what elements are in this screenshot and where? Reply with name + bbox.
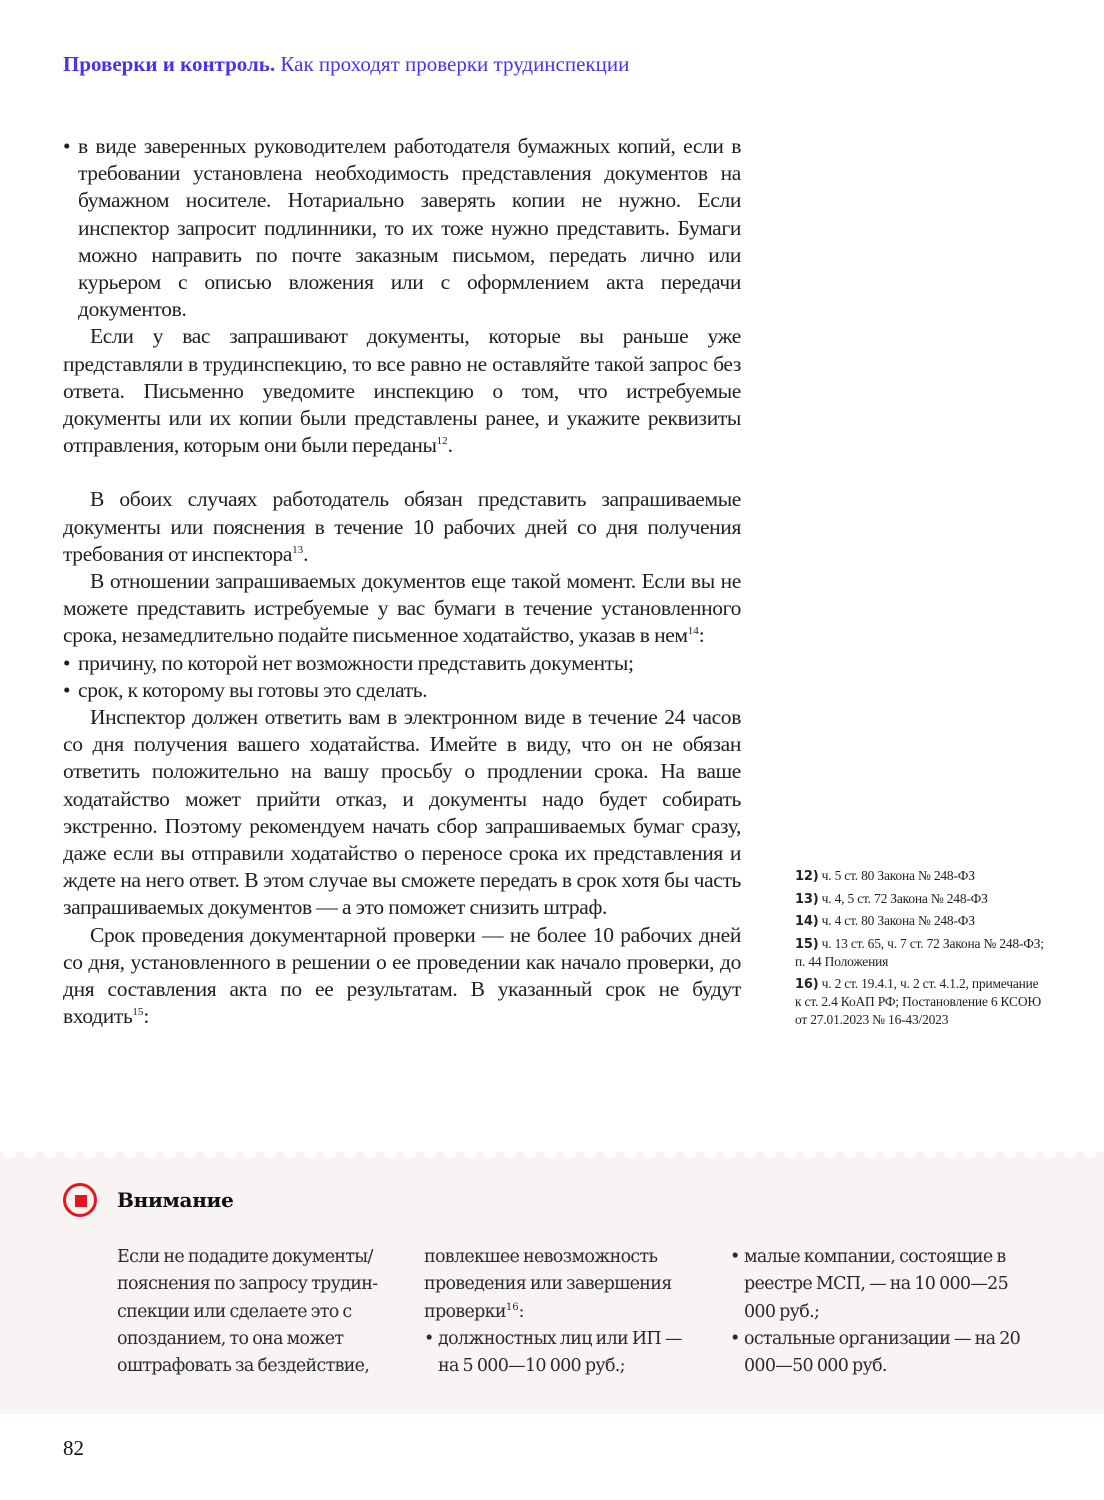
footnote-ref[interactable]: 12 — [436, 435, 448, 448]
warning-text: Если не подадите документы/ пояснения по запросу трудинспекции или сделаете это с опозданием, то она может оштрафовать за бездействие, — [117, 1247, 379, 1377]
footnote-item: 16) ч. 2 ст. 19.4.1, ч. 2 ст. 4.1.2, примечание к ст. 2.4 КоАП РФ; Постановление 6 КСОЮ от 27.01.2023 № 16-43/2023 — [795, 975, 1042, 1027]
paragraph: Инспектор должен ответить вам в электронном виде в течение 24 часов со дня получения вашего ходатайства. Имейте в виду, что он не обязан ответить положительно на вашу просьбу о продлении срока. На ваше ходатайство может прийти отказ, и документы надо будет собирать экстренно. Поэтому рекомендуем начать сбор запрашиваемых бумаг сразу, даже если вы отправили ходатайство о переносе срока их представления и ждете на него ответ. В этом случае вы сможете передать в срок хотя бы часть запрашиваемых документов — а это поможет снизить штраф. — [63, 705, 741, 920]
fine-item: • остальные организации — на 20 000—50 000 руб. — [730, 1326, 1030, 1381]
footnote-item: 14) ч. 4 ст. 80 Закона № 248-ФЗ — [795, 913, 975, 929]
warning-text: повлекшее невозможность проведения или завершения проверки$^{16}$: — [424, 1247, 672, 1322]
footnote-item: 15) ч. 13 ст. 65, ч. 7 ст. 72 Закона № 248-ФЗ; п. 44 Положения — [795, 935, 1044, 969]
stop-circle-icon — [63, 1183, 97, 1217]
footnote-ref[interactable]: 15 — [132, 1006, 144, 1019]
footnote-ref[interactable]: 14 — [687, 625, 699, 638]
main-text-column — [63, 133, 741, 1031]
list-item: • причину, по которой нет возможности представить документы; — [63, 650, 741, 677]
footnotes — [795, 867, 1045, 1032]
paragraph: В обоих случаях работодатель обязан представить запрашиваемые документы или пояснения в течение 10 рабочих дней со дня получения требования от инспектора$^{13}$. — [63, 487, 741, 566]
footnote-ref[interactable]: 16 — [505, 1301, 519, 1313]
warning-column-3 — [730, 1244, 1030, 1380]
warning-title: Внимание — [117, 1188, 234, 1212]
warning-column-1 — [117, 1244, 397, 1380]
list-item: • срок, к которому вы готовы это сделать. — [63, 677, 741, 704]
footnote-item: 13) ч. 4, 5 ст. 72 Закона № 248-ФЗ — [795, 890, 988, 907]
footnote-ref[interactable]: 13 — [292, 543, 304, 556]
paragraph: Срок проведения документарной проверки — не более 10 рабочих дней со дня, установленного в решении о ее проведении как начало проверки, до дня составления акта по ее результатам. В указанный срок не будут входить$^{15}$: — [63, 922, 741, 1029]
running-header — [63, 52, 629, 77]
paragraph: Если у вас запрашивают документы, которые вы раньше уже представляли в трудинспекцию, то все равно не оставляйте такой запрос без ответа. Письменно уведомите инспекцию о том, что истребуемые документы или их копии были представлены ранее, и укажите реквизиты отправления, которым они были переданы$^{12}$. — [63, 324, 741, 458]
warning-column-2 — [424, 1244, 704, 1380]
page-number: 82 — [63, 1436, 84, 1460]
fine-item: • должностных лиц или ИП — на 5 000—10 000 руб.; — [424, 1326, 704, 1381]
footnote-item: 12) ч. 5 ст. 80 Закона № 248-ФЗ — [795, 868, 975, 884]
section-title: Проверки и контроль. — [63, 52, 276, 76]
list-item: • в виде заверенных руководителем работодателя бумажных копий, если в требовании установлена необходимость представления документов на бумажном носителе. Нотариально заверять копии не нужно. Если инспектор запросит подлинники, то их тоже нужно представить. Бумаги можно направить по почте заказным письмом, передать лично или курьером с описью вложения или с оформлением акта передачи документов. — [63, 133, 741, 323]
fine-item: • малые компании, состоящие в реестре МСП, — на 10 000—25 000 руб.; — [730, 1244, 1030, 1326]
paragraph: В отношении запрашиваемых документов еще такой момент. Если вы не можете представить истребуемые у вас бумаги в течение установленного срока, незамедлительно подайте письменное ходатайство, указав в нем$^{14}$: — [63, 569, 741, 648]
chapter-subtitle: Как проходят проверки трудинспекции — [280, 52, 630, 76]
